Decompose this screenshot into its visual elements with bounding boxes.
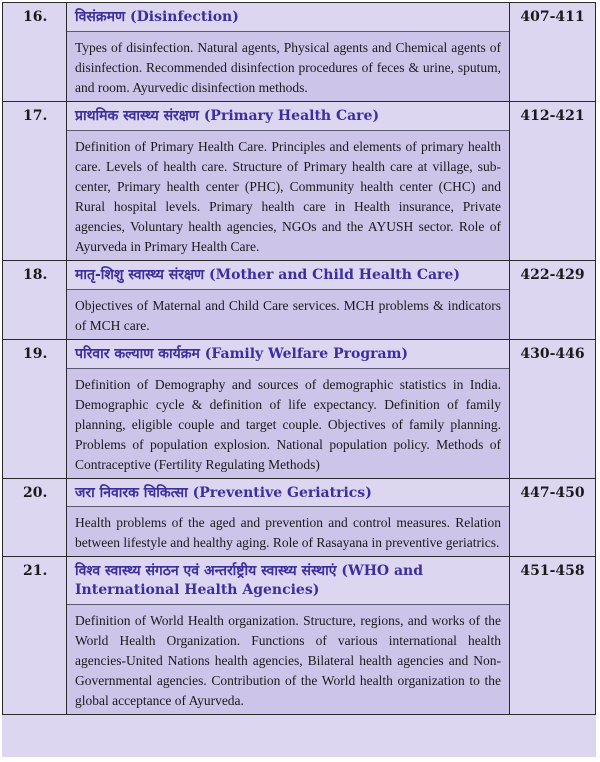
chapter-description: Definition of Primary Health Care. Principles and elements of primary health care. Levels of health care. Structure of Primary health care at village, sub-center, Primary health center (PHC), Community health center (CHC) and Rural hospital levels. Primary health care in Health insurance, Private agencies, Voluntary health agencies, NGOs and the AYUSH sector. Role of Ayurveda in Primary Health Care. bbox=[67, 130, 509, 260]
chapter-number: 18. bbox=[3, 260, 67, 339]
chapter-title-english: (Mother and Child Health Care) bbox=[208, 266, 460, 283]
chapter-number: 19. bbox=[3, 339, 67, 478]
chapter-title-english: (Preventive Geriatrics) bbox=[192, 484, 372, 501]
chapter-title-hindi: विश्व स्वास्थ्य संगठन एवं अन्तर्राष्ट्रीय स्वास्थ्य संस्थाएं bbox=[75, 563, 337, 580]
chapter-title bbox=[67, 479, 509, 507]
chapter-title bbox=[67, 261, 509, 289]
chapter-pages: 447-450 bbox=[510, 478, 596, 557]
table-row bbox=[3, 478, 596, 557]
chapter-title bbox=[67, 102, 509, 130]
chapter-title-english: (Disinfection) bbox=[130, 9, 239, 25]
chapter-description: Definition of World Health organization. Structure, regions, and works of the World Health Organization. Functions of various international health agencies-United Nations health agencies, Bilateral health agencies and Non-Governmental agencies. Contribution of the World health organization to the global acceptance of Ayurveda. bbox=[67, 604, 509, 714]
chapter-pages: 412-421 bbox=[510, 101, 596, 260]
chapter-cell bbox=[67, 478, 510, 557]
chapter-number: 17. bbox=[3, 101, 67, 260]
chapter-pages: 407-411 bbox=[510, 3, 596, 102]
chapter-pages: 430-446 bbox=[510, 339, 596, 478]
chapter-cell bbox=[67, 557, 510, 715]
chapter-title-hindi: परिवार कल्याण कार्यक्रम bbox=[75, 345, 200, 362]
chapter-description: Definition of Demography and sources of demographic statistics in India. Demographic cycle & definition of life expectancy. Definition of family planning, eligible couple and target couple. Objectives of family planning. Problems of population explosion. National population policy. Methods of Contraceptive (Fertility Regulating Methods) bbox=[67, 368, 509, 478]
chapter-cell bbox=[67, 260, 510, 339]
chapter-cell bbox=[67, 3, 510, 102]
chapter-title-hindi: विसंक्रमण bbox=[75, 9, 126, 25]
chapter-pages: 451-458 bbox=[510, 557, 596, 715]
chapter-cell bbox=[67, 339, 510, 478]
chapter-title bbox=[67, 3, 509, 31]
chapter-number: 21. bbox=[3, 557, 67, 715]
chapter-number: 16. bbox=[3, 3, 67, 102]
table-row bbox=[3, 557, 596, 715]
chapter-title-hindi: प्राथमिक स्वास्थ्य संरक्षण bbox=[75, 107, 199, 124]
chapter-pages: 422-429 bbox=[510, 260, 596, 339]
chapter-number: 20. bbox=[3, 478, 67, 557]
chapter-title-hindi: मातृ-शिशु स्वास्थ्य संरक्षण bbox=[75, 266, 205, 283]
chapter-description: Health problems of the aged and prevention and control measures. Relation between lifestyle and healthy aging. Role of Rasayana in preventive geriatrics. bbox=[67, 506, 509, 556]
chapter-title-english: (Family Welfare Program) bbox=[204, 345, 409, 362]
table-row bbox=[3, 339, 596, 478]
table-row bbox=[3, 3, 596, 102]
chapter-description: Types of disinfection. Natural agents, Physical agents and Chemical agents of disinfection. Recommended disinfection procedures of feces & urine, sputum, and room. Ayurvedic disinfection methods. bbox=[67, 31, 509, 101]
toc-page bbox=[2, 2, 596, 757]
chapter-cell bbox=[67, 101, 510, 260]
chapter-title-english: (WHO and International Health Agencies) bbox=[75, 563, 424, 599]
chapter-title-english: (Primary Health Care) bbox=[203, 107, 380, 124]
chapter-title-hindi: जरा निवारक चिकित्सा bbox=[75, 484, 188, 501]
chapter-title bbox=[67, 340, 509, 368]
table-row bbox=[3, 260, 596, 339]
chapter-description: Objectives of Maternal and Child Care services. MCH problems & indicators of MCH care. bbox=[67, 289, 509, 339]
chapter-title bbox=[67, 557, 509, 604]
contents-table bbox=[2, 2, 596, 715]
table-row bbox=[3, 101, 596, 260]
